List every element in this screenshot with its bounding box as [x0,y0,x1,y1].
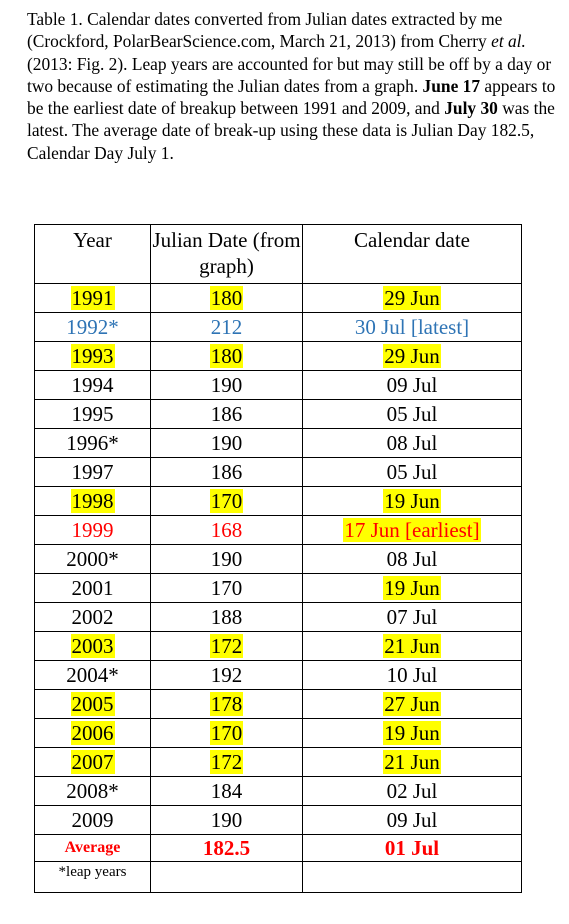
cell-year [35,603,151,632]
table-row [35,429,522,458]
caption-text-2: (2013: Fig. 2). Leap years are accounted for but may still be off by a day or two because of estimating the Julian dates from a graph. [27,53,552,96]
table-row [35,719,522,748]
average-julian: 182.5 [151,835,303,862]
cell-year-text: 1998 [71,489,114,513]
cell-julian [151,400,303,429]
cell-julian-text: 170 [210,489,243,513]
cell-calendar-text: 08 Jul [386,431,438,455]
cell-julian [151,487,303,516]
cell-calendar [303,429,522,458]
cell-calendar [303,719,522,748]
cell-calendar [303,487,522,516]
cell-julian [151,545,303,574]
cell-julian [151,516,303,545]
cell-year [35,342,151,371]
cell-calendar-text: 09 Jul [386,373,438,397]
cell-calendar [303,632,522,661]
cell-calendar-text: 21 Jun [384,634,440,658]
table-row [35,458,522,487]
cell-calendar-text: 21 Jun [384,750,440,774]
cell-year-text: 2003 [71,634,114,658]
cell-year-text: 2006 [71,721,114,745]
cell-julian [151,313,303,342]
cell-julian-text: 190 [210,808,243,832]
footnote-row [35,862,522,893]
cell-julian [151,719,303,748]
cell-calendar-text: 30 Jul [latest] [354,315,470,339]
cell-calendar-text: 05 Jul [386,402,438,426]
cell-calendar-text: 02 Jul [386,779,438,803]
cell-year-text: 1997 [71,460,114,484]
cell-julian [151,777,303,806]
cell-julian-text: 192 [210,663,243,687]
cell-year-text: 1992* [66,315,119,339]
table-row [35,342,522,371]
cell-year [35,458,151,487]
table-caption [27,8,557,164]
footnote-empty-cell [151,862,303,893]
caption-text-4: was the latest. The average date of break-up using these data is Julian Day 182.5, Calendar Day July 1. [27,98,555,163]
cell-year [35,719,151,748]
table-row [35,400,522,429]
cell-calendar [303,690,522,719]
cell-year-text: 2002 [71,605,114,629]
average-calendar: 01 Jul [303,835,522,862]
breakup-dates-table [34,224,522,893]
cell-calendar-text: 17 Jun [earliest] [344,518,480,542]
cell-julian-text: 172 [210,750,243,774]
footnote-empty-cell [303,862,522,893]
cell-year [35,777,151,806]
table-row [35,632,522,661]
cell-calendar-text: 10 Jul [386,663,438,687]
cell-calendar [303,603,522,632]
header-year: Year [35,225,151,284]
cell-calendar [303,545,522,574]
cell-julian-text: 180 [210,344,243,368]
table-row [35,806,522,835]
caption-bold-june: June 17 [422,75,481,96]
cell-calendar-text: 07 Jul [386,605,438,629]
cell-year-text: 1995 [71,402,114,426]
cell-calendar [303,313,522,342]
cell-year-text: 1994 [71,373,114,397]
cell-year-text: 2009 [71,808,114,832]
cell-julian [151,748,303,777]
cell-julian [151,429,303,458]
cell-calendar [303,806,522,835]
caption-text-1: Table 1. Calendar dates converted from Julian dates extracted by me (Crockford, PolarBearScience.com, March 21, 2013) from Cherry [27,9,503,52]
table-row [35,690,522,719]
cell-julian-text: 172 [210,634,243,658]
table-row [35,487,522,516]
table-row [35,574,522,603]
caption-text-3: appears to be the earliest date of breakup between 1991 and 2009, and [27,75,556,119]
cell-year [35,400,151,429]
header-calendar: Calendar date [303,225,522,284]
cell-julian-text: 170 [210,576,243,600]
cell-calendar [303,400,522,429]
cell-julian-text: 168 [210,518,243,542]
cell-year-text: 1999 [71,518,114,542]
caption-etal: et al. [491,31,526,52]
cell-year-text: 2001 [71,576,114,600]
cell-year-text: 1993 [71,344,114,368]
table-row [35,603,522,632]
cell-calendar-text: 05 Jul [386,460,438,484]
cell-julian [151,806,303,835]
cell-year [35,632,151,661]
cell-year [35,661,151,690]
cell-julian-text: 190 [210,373,243,397]
cell-year-text: 2008* [66,779,119,803]
cell-julian [151,690,303,719]
cell-year-text: 1991 [71,286,114,310]
cell-calendar [303,777,522,806]
cell-julian-text: 190 [210,431,243,455]
cell-year [35,748,151,777]
table-row [35,545,522,574]
cell-julian-text: 178 [210,692,243,716]
cell-julian [151,632,303,661]
cell-calendar [303,661,522,690]
average-label: Average [35,835,151,862]
header-row [35,225,522,284]
table-row [35,777,522,806]
cell-year-text: 2007 [71,750,114,774]
cell-julian [151,661,303,690]
cell-julian-text: 212 [210,315,243,339]
footnote: *leap years [35,862,151,893]
cell-calendar [303,284,522,313]
cell-julian-text: 190 [210,547,243,571]
cell-julian-text: 170 [210,721,243,745]
cell-calendar-text: 29 Jun [384,344,440,368]
cell-julian [151,603,303,632]
cell-year [35,429,151,458]
cell-year [35,284,151,313]
cell-julian-text: 180 [210,286,243,310]
cell-calendar-text: 27 Jun [384,692,440,716]
cell-julian-text: 186 [210,460,243,484]
cell-julian [151,458,303,487]
table-row [35,313,522,342]
header-julian: Julian Date (from graph) [151,225,303,284]
cell-year [35,516,151,545]
cell-calendar-text: 19 Jun [384,576,440,600]
cell-julian [151,284,303,313]
average-row [35,835,522,862]
table-row [35,661,522,690]
cell-year [35,574,151,603]
cell-year-text: 2000* [66,547,119,571]
cell-year-text: 1996* [66,431,119,455]
cell-calendar [303,516,522,545]
cell-year [35,806,151,835]
cell-julian-text: 186 [210,402,243,426]
cell-calendar-text: 19 Jun [384,489,440,513]
cell-julian-text: 184 [210,779,243,803]
cell-calendar [303,748,522,777]
table-row [35,284,522,313]
cell-year [35,371,151,400]
cell-calendar [303,371,522,400]
cell-calendar [303,458,522,487]
cell-year [35,487,151,516]
cell-julian [151,574,303,603]
cell-year [35,313,151,342]
cell-year-text: 2004* [66,663,119,687]
caption-bold-july: July 30 [444,98,498,119]
cell-year [35,545,151,574]
cell-year [35,690,151,719]
cell-year-text: 2005 [71,692,114,716]
cell-calendar [303,342,522,371]
cell-calendar-text: 19 Jun [384,721,440,745]
table-row [35,516,522,545]
cell-calendar [303,574,522,603]
cell-julian-text: 188 [210,605,243,629]
table-row [35,748,522,777]
cell-julian [151,342,303,371]
table-row [35,371,522,400]
cell-calendar-text: 08 Jul [386,547,438,571]
cell-julian [151,371,303,400]
cell-calendar-text: 29 Jun [384,286,440,310]
cell-calendar-text: 09 Jul [386,808,438,832]
